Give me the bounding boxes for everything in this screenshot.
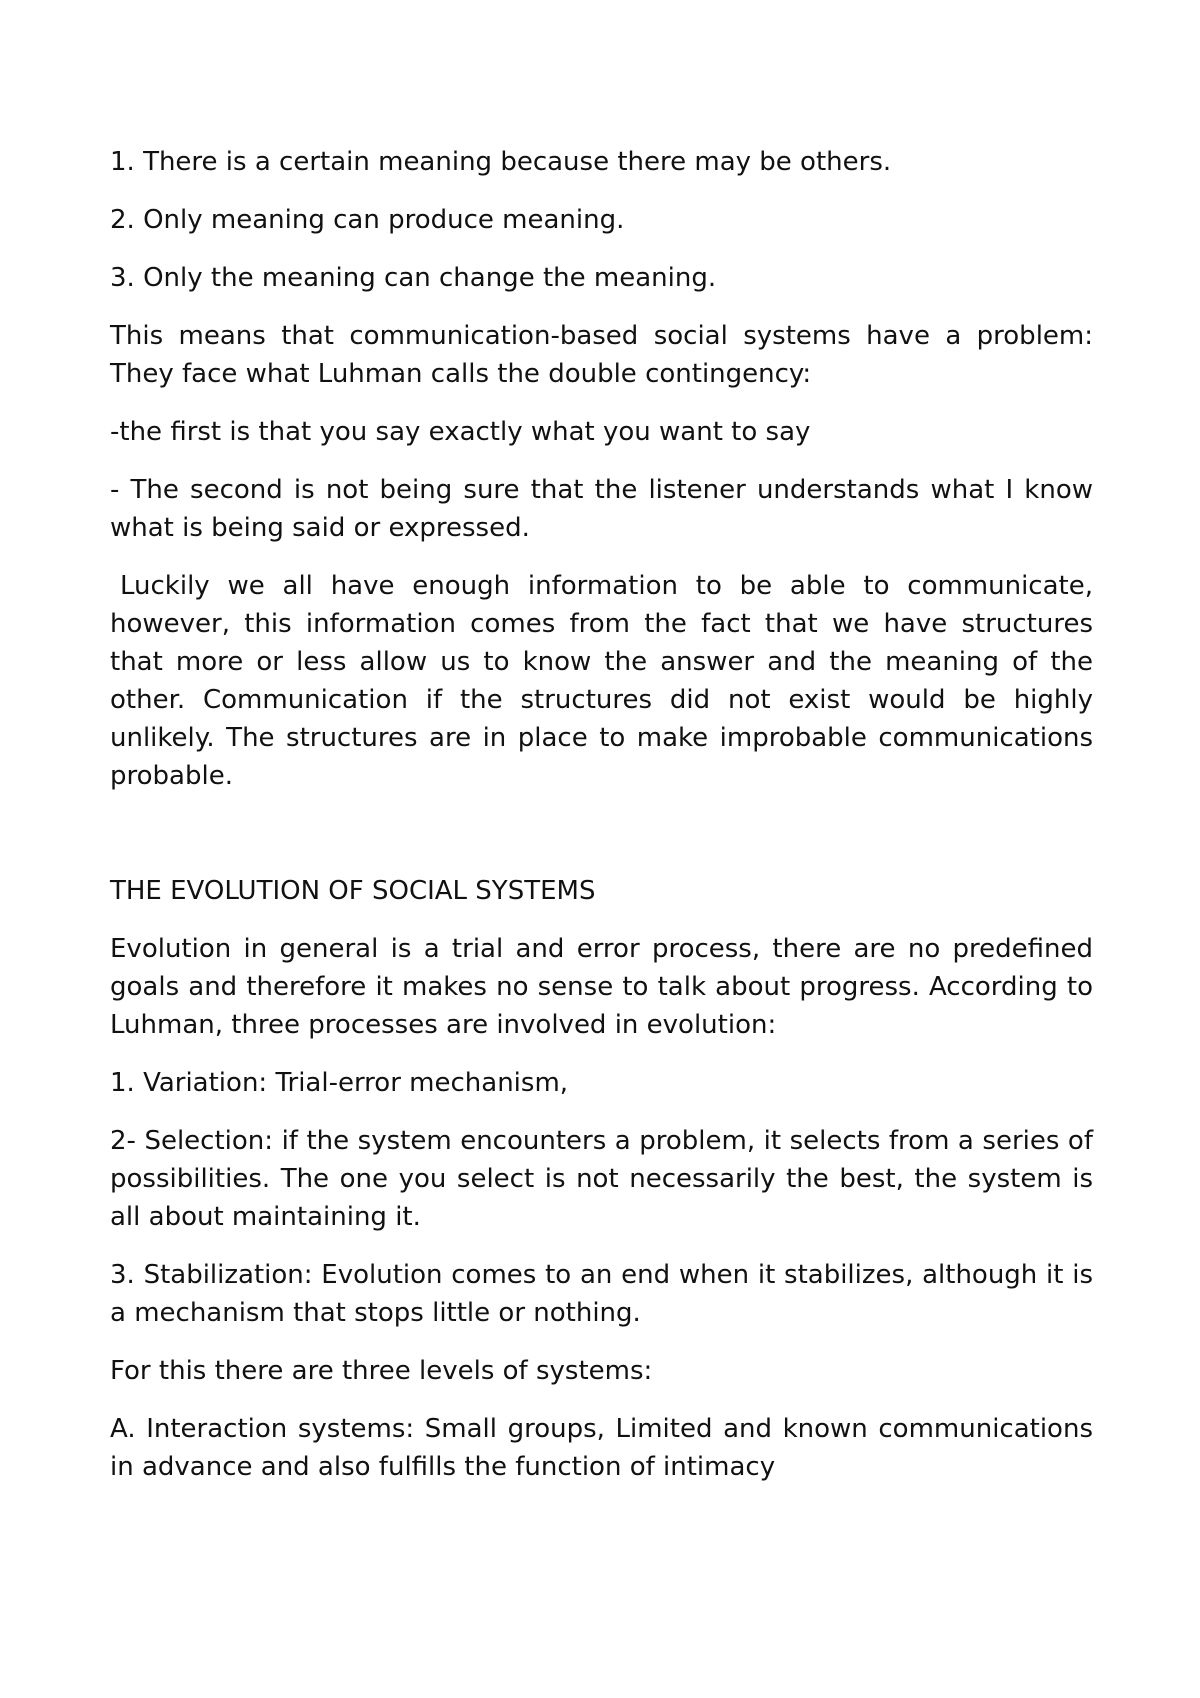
paragraph-double-contingency: This means that communication-based social systems have a problem: They face what Luhman calls the double contingency: [110, 321, 1093, 389]
list-item-meaning-3: 3. Only the meaning can change the meaning. [110, 263, 717, 293]
paragraph-structures: Luckily we all have enough information to be able to communicate, however, this information comes from the fact that we have structures that more or less allow us to know the answer and the meaning of the other. Communication if the structures did not exist would be highly unlikely. The structures are in place to make improbable communications probable. [110, 571, 1093, 791]
list-item-variation: 1. Variation: Trial-error mechanism, [110, 1068, 569, 1098]
paragraph-evolution-intro: Evolution in general is a trial and error process, there are no predefined goals and therefore it makes no sense to talk about progress. According to Luhman, three processes are involved in evolution: [110, 934, 1093, 1040]
paragraph-levels-intro: For this there are three levels of systems: [110, 1356, 653, 1386]
paragraph-first-contingency: -the first is that you say exactly what you want to say [110, 417, 811, 447]
list-item-meaning-1: 1. There is a certain meaning because there may be others. [110, 147, 892, 177]
document-body [110, 143, 1093, 1506]
list-item-interaction-systems: A. Interaction systems: Small groups, Limited and known communications in advance and also fulfills the function of intimacy [110, 1414, 1093, 1482]
list-item-meaning-2: 2. Only meaning can produce meaning. [110, 205, 625, 235]
list-item-stabilization: 3. Stabilization: Evolution comes to an end when it stabilizes, although it is a mechanism that stops little or nothing. [110, 1260, 1093, 1328]
section-heading: THE EVOLUTION OF SOCIAL SYSTEMS [110, 876, 596, 906]
section-spacer [110, 815, 1093, 872]
list-item-selection: 2- Selection: if the system encounters a problem, it selects from a series of possibilities. The one you select is not necessarily the best, the system is all about maintaining it. [110, 1126, 1093, 1232]
paragraph-second-contingency: - The second is not being sure that the listener understands what I know what is being said or expressed. [110, 475, 1093, 543]
